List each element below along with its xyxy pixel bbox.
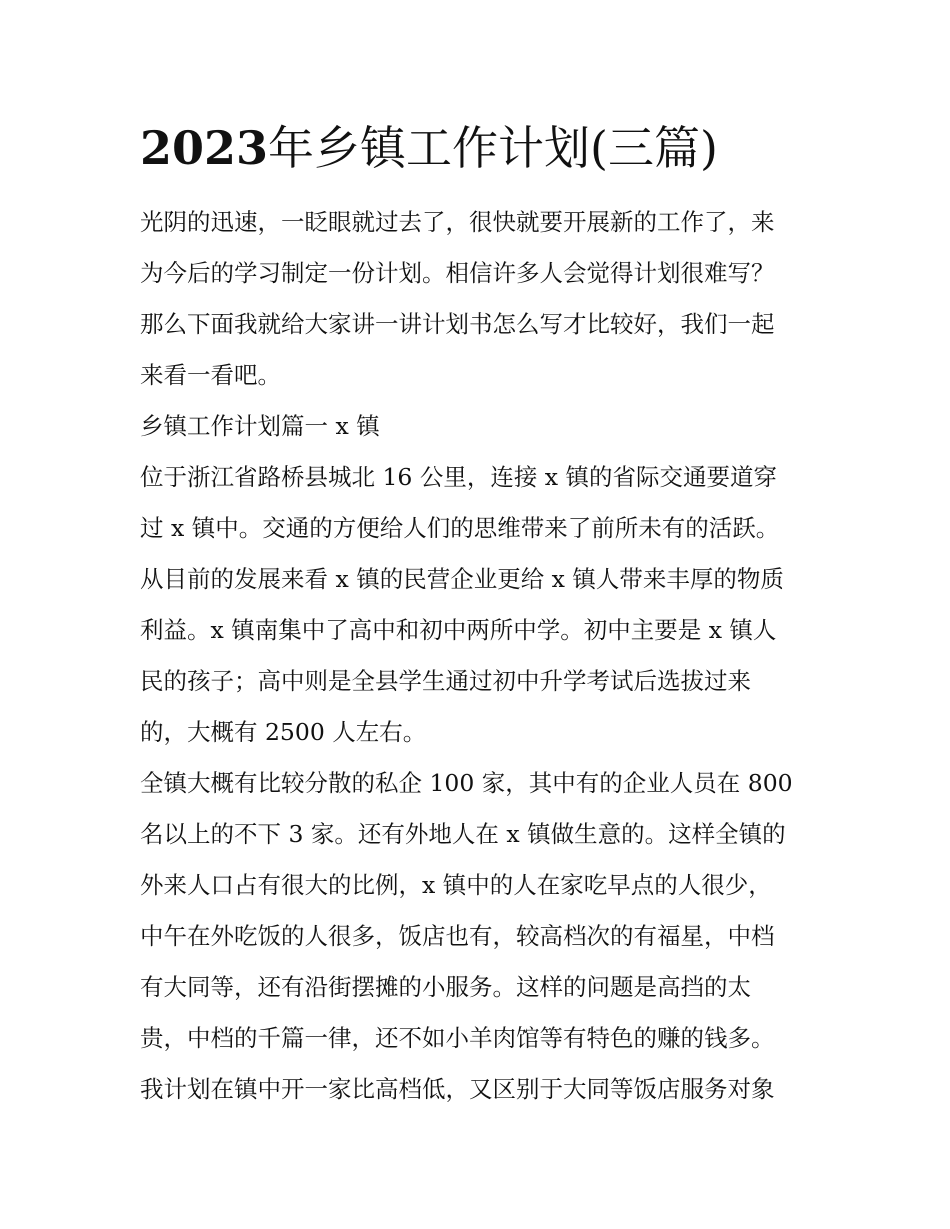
- text-line: 来看一看吧。: [140, 361, 281, 389]
- text-line: 中午在外吃饭的人很多，饭店也有，较高档次的有福星，中档: [140, 922, 775, 950]
- text-line: 我计划在镇中开一家比高档低，又区别于大同等饭店服务对象: [140, 1075, 775, 1103]
- text-line: 贵，中档的千篇一律，还不如小羊肉馆等有特色的赚的钱多。: [140, 1024, 775, 1052]
- text-line: 位于浙江省路桥县城北 16 公里，连接 x 镇的省际交通要道穿: [140, 463, 778, 491]
- text-line: 有大同等，还有沿街摆摊的小服务。这样的问题是高挡的太: [140, 973, 751, 1001]
- text-line: 利益。x 镇南集中了高中和初中两所中学。初中主要是 x 镇人: [140, 616, 777, 644]
- section-heading: 乡镇工作计划篇一 x 镇: [140, 412, 380, 440]
- text-line: 的，大概有 2500 人左右。: [140, 718, 427, 746]
- text-line: 全镇大概有比较分散的私企 100 家，其中有的企业人员在 800: [140, 769, 793, 797]
- text-line: 外来人口占有很大的比例，x 镇中的人在家吃早点的人很少，: [140, 871, 772, 899]
- text-line: 名以上的不下 3 家。还有外地人在 x 镇做生意的。这样全镇的: [140, 820, 786, 848]
- text-line: 从目前的发展来看 x 镇的民营企业更给 x 镇人带来丰厚的物质: [140, 565, 784, 593]
- text-line: 民的孩子；高中则是全县学生通过初中升学考试后选拔过来: [140, 667, 751, 695]
- text-line: 为今后的学习制定一份计划。相信许多人会觉得计划很难写？: [140, 259, 775, 287]
- text-line: 那么下面我就给大家讲一讲计划书怎么写才比较好，我们一起: [140, 310, 775, 338]
- title-year: 2023: [140, 121, 269, 175]
- page-title: [140, 118, 718, 178]
- title-text: 年乡镇工作计划(三篇): [268, 121, 718, 175]
- document-body: [140, 197, 820, 1115]
- text-line: 光阴的迅速，一眨眼就过去了，很快就要开展新的工作了，来: [140, 208, 775, 236]
- text-line: 过 x 镇中。交通的方便给人们的思维带来了前所未有的活跃。: [140, 514, 780, 542]
